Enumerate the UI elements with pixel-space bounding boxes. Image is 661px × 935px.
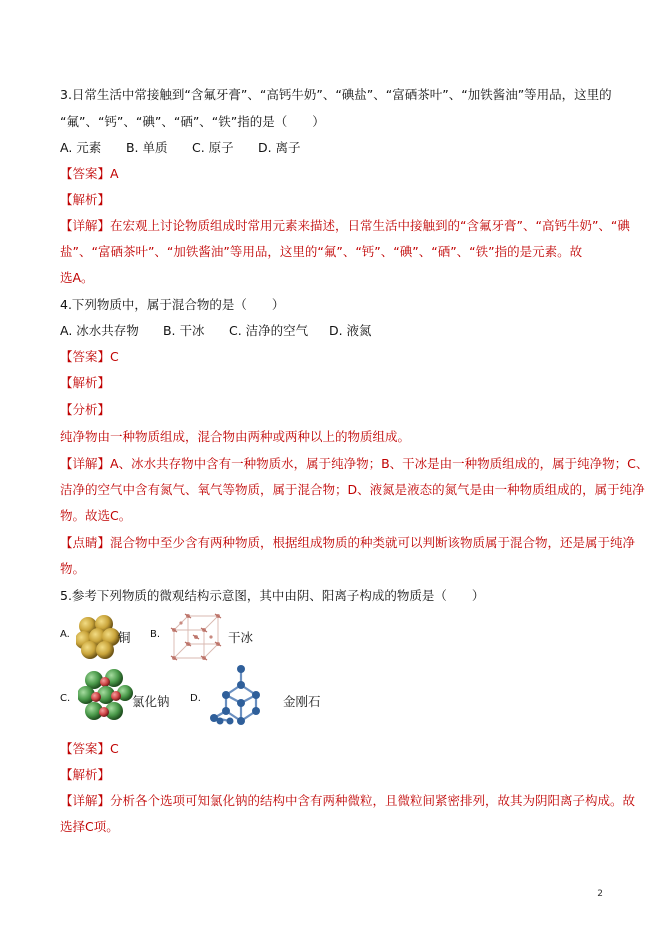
q4-fenxi-text: 纯净物由一种物质组成，混合物由两种或两种以上的物质组成。 bbox=[60, 429, 411, 444]
q3-detail-line2: 盐”、“富硒茶叶”、“加铁酱油”等用品，这里的“氟”、“钙”、“碘”、“硒”、“铁”指的是元素。故 bbox=[60, 244, 583, 259]
q5-detail-tag: 【详解】 bbox=[60, 793, 111, 808]
q5-option-b-letter: B. bbox=[150, 629, 161, 640]
q4-detail-line1 bbox=[60, 455, 648, 473]
q3-detail-line1 bbox=[60, 217, 630, 235]
q3-option-b: B. 单质 bbox=[125, 140, 168, 155]
q5-analysis-tag: 【解析】 bbox=[60, 767, 111, 782]
q3-analysis-tag: 【解析】 bbox=[60, 192, 111, 207]
q3-answer-tag: 【答案】 bbox=[60, 166, 111, 181]
q4-detail-tag: 【详解】 bbox=[60, 456, 111, 471]
q4-dianjing-tag: 【点睛】 bbox=[60, 535, 111, 550]
q3-stem-line2: “氟”、“钙”、“碘”、“硒”、“铁”指的是（ ） bbox=[60, 114, 325, 129]
q3-stem-line1: 3.日常生活中常接触到“含氟牙膏”、“高钙牛奶”、“碘盐”、“富硒茶叶”、“加铁酱油”等用品，这里的 bbox=[60, 87, 612, 102]
q5-option-d-name: 金刚石 bbox=[283, 694, 321, 709]
q5-option-b-name: 干冰 bbox=[228, 630, 254, 645]
q3-detail-tag: 【详解】 bbox=[60, 218, 111, 233]
dry-ice-structure-image bbox=[168, 612, 226, 666]
diamond-structure-image bbox=[208, 663, 270, 733]
q3-option-c: C. 原子 bbox=[191, 140, 234, 155]
q4-answer bbox=[60, 348, 119, 366]
q3-option-a: A. 元素 bbox=[60, 140, 102, 155]
q5-detail-line2: 选择C项。 bbox=[60, 819, 119, 834]
q4-dianjing-text1: 混合物中至少含有两种物质，根据组成物质的种类就可以判断该物质属于混合物，还是属于纯净 bbox=[110, 535, 636, 550]
page-number: 2 bbox=[597, 889, 603, 899]
q5-detail-line1 bbox=[60, 792, 635, 810]
q4-answer-tag: 【答案】 bbox=[60, 349, 111, 364]
q5-detail-text1: 分析各个选项可知氯化钠的结构中含有两种微粒，且微粒间紧密排列，故其为阴阳离子构成。故 bbox=[110, 793, 636, 808]
q4-fenxi-tag: 【分析】 bbox=[60, 402, 111, 417]
q4-detail-text1: A、冰水共存物中含有一种物质水，属于纯净物；B、干冰是由一种物质组成的，属于纯净物；C、 bbox=[110, 456, 649, 471]
q4-dianjing-line2: 物。 bbox=[60, 561, 86, 576]
q5-option-a-letter: A. bbox=[60, 629, 70, 640]
q3-detail-line3: 选A。 bbox=[60, 270, 94, 285]
q3-detail-text1: 在宏观上讨论物质组成时常用元素来描述，日常生活中接触到的“含氟牙膏”、“高钙牛奶”、“碘 bbox=[110, 218, 630, 233]
q5-option-c-name: 氯化钠 bbox=[132, 694, 170, 709]
q5-option-a-name: 铜 bbox=[118, 630, 131, 645]
q5-option-c-letter: C. bbox=[60, 693, 71, 704]
q3-option-d: D. 离子 bbox=[257, 140, 301, 155]
q4-option-c: C. 洁净的空气 bbox=[228, 323, 309, 338]
q4-answer-value: C bbox=[110, 349, 119, 364]
q4-dianjing-line1 bbox=[60, 534, 635, 552]
q4-detail-line3: 物。故选C。 bbox=[60, 508, 132, 523]
q4-analysis-tag: 【解析】 bbox=[60, 375, 111, 390]
q3-answer-value: A bbox=[110, 166, 119, 181]
sodium-chloride-structure-image bbox=[78, 668, 134, 726]
q5-answer-value: C bbox=[110, 741, 119, 756]
q4-options bbox=[60, 322, 372, 340]
q5-option-d-letter: D. bbox=[190, 693, 201, 704]
q4-stem: 4.下列物质中，属于混合物的是（ ） bbox=[60, 297, 285, 312]
q3-options bbox=[60, 139, 301, 157]
copper-structure-image bbox=[76, 615, 120, 663]
q5-stem: 5.参考下列物质的微观结构示意图，其中由阴、阳离子构成的物质是（ ） bbox=[60, 588, 485, 603]
q4-option-b: B. 干冰 bbox=[162, 323, 205, 338]
q4-option-a: A. 冰水共存物 bbox=[60, 323, 139, 338]
q4-option-d: D. 液氮 bbox=[328, 323, 372, 338]
q3-answer bbox=[60, 165, 119, 183]
q4-detail-line2: 洁净的空气中含有氮气、氧气等物质，属于混合物；D、液氮是液态的氮气是由一种物质组成的，属于纯净 bbox=[60, 482, 645, 497]
q5-answer-tag: 【答案】 bbox=[60, 741, 111, 756]
q5-answer bbox=[60, 740, 119, 758]
